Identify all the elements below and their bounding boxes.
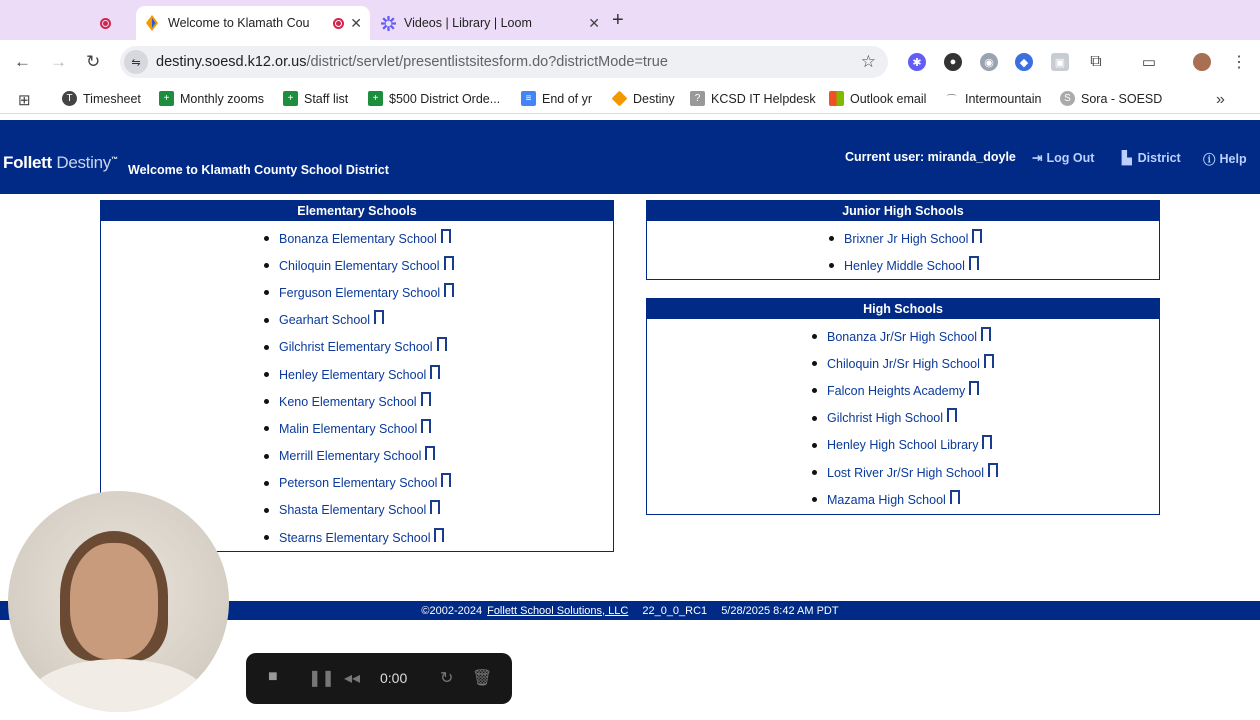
bookmark-icon[interactable] — [441, 473, 451, 487]
bookmark-icon[interactable] — [421, 392, 431, 406]
bullet — [264, 290, 269, 295]
school-link[interactable]: Shasta Elementary School — [279, 503, 427, 518]
bookmark-kcsd-helpdesk[interactable] — [690, 91, 816, 106]
school-list-item — [264, 279, 613, 306]
bullet — [264, 426, 269, 431]
school-list-item — [812, 432, 1159, 459]
copyright: ©2002-2024 — [421, 604, 483, 617]
tab-title: Welcome to Klamath Cou — [168, 16, 310, 30]
bullet — [829, 263, 834, 268]
tab-title: Videos | Library | Loom — [404, 16, 532, 30]
menu-kebab-icon[interactable]: ⋮ — [1231, 54, 1247, 71]
url-host: destiny.soesd.k12.or.us — [156, 54, 307, 70]
timesheet-icon: T — [62, 91, 77, 106]
bookmark-icon[interactable] — [430, 500, 440, 514]
welcome-title: Welcome to Klamath County School District — [128, 163, 389, 177]
profile-avatar[interactable] — [1193, 53, 1211, 71]
bookmark-label: KCSD IT Helpdesk — [711, 91, 816, 106]
url-path: /district/servlet/presentlistsitesform.do?districtMode=true — [306, 54, 668, 70]
help-icon: ⓘ — [1203, 153, 1216, 167]
school-list-item — [264, 443, 613, 470]
bullet — [812, 416, 817, 421]
school-list-item — [264, 470, 613, 497]
microsoft-icon — [829, 91, 844, 106]
bookmark-label: Staff list — [304, 91, 349, 106]
destiny-icon — [612, 91, 628, 107]
school-link[interactable]: Brixner Jr High School — [844, 231, 969, 246]
current-user-label: Current user: miranda_doyle — [845, 150, 1016, 164]
bookmark-label: $500 District Orde... — [389, 91, 501, 106]
presenter-face — [70, 543, 158, 659]
logout-link[interactable] — [1032, 150, 1094, 165]
junior-high-list — [647, 221, 1159, 279]
school-list-item — [264, 415, 613, 442]
bullet — [812, 334, 817, 339]
cast-icon[interactable]: ▭ — [1141, 54, 1157, 71]
extension-icon[interactable]: ● — [944, 53, 962, 71]
school-list-item — [812, 350, 1159, 377]
back-button[interactable]: ← — [14, 52, 31, 71]
high-schools-panel — [646, 298, 1160, 515]
school-list-item — [264, 361, 613, 388]
bookmark-label: Monthly zooms — [180, 91, 265, 106]
bookmark-icon[interactable] — [374, 310, 384, 324]
follett-company-link[interactable]: Follett School Solutions, LLC — [487, 604, 629, 617]
school-link[interactable]: Peterson Elementary School — [279, 476, 438, 491]
trash-icon[interactable]: 🗑 — [472, 670, 493, 687]
elementary-list — [101, 221, 613, 551]
district-link[interactable] — [1122, 150, 1181, 165]
bookmark-label: Timesheet — [83, 91, 141, 106]
version: 22_0_0_RC1 — [642, 604, 708, 617]
junior-high-heading: Junior High Schools — [647, 201, 1159, 221]
bookmark-icon[interactable] — [425, 446, 435, 460]
elementary-heading: Elementary Schools — [101, 201, 613, 221]
bookmark-sora[interactable] — [1060, 91, 1162, 106]
extension-icon[interactable]: ▣ — [1051, 53, 1069, 71]
timestamp: 5/28/2025 8:42 AM PDT — [721, 604, 839, 617]
school-link[interactable]: Mazama High School — [827, 492, 946, 507]
school-list-item — [812, 405, 1159, 432]
presenter-shirt — [28, 659, 208, 712]
school-link[interactable]: Keno Elementary School — [279, 394, 417, 409]
bookmark-icon[interactable] — [444, 256, 454, 270]
school-link[interactable]: Lost River Jr/Sr High School — [827, 465, 985, 480]
bullet — [264, 372, 269, 377]
bookmark-star-icon[interactable]: ☆ — [860, 52, 876, 71]
school-list-item — [812, 459, 1159, 486]
building-icon: ▙ — [1122, 151, 1132, 165]
sheets-icon: + — [159, 91, 174, 106]
bookmark-icon[interactable] — [950, 490, 960, 504]
tab-destiny[interactable] — [136, 6, 370, 40]
bookmark-intermountain[interactable] — [944, 91, 1041, 106]
bullet — [264, 236, 269, 241]
bookmark-icon[interactable] — [441, 229, 451, 243]
bookmark-icon[interactable] — [988, 463, 998, 477]
school-link[interactable]: Gilchrist Elementary School — [279, 340, 433, 355]
school-list-item — [264, 334, 613, 361]
school-link[interactable]: Chiloquin Jr/Sr High School — [827, 356, 980, 371]
intermountain-icon: ⌒ — [946, 95, 957, 106]
extensions-puzzle-icon[interactable]: ⧉ — [1090, 53, 1102, 70]
bookmark-end-of-yr[interactable] — [521, 91, 592, 106]
logout-icon: ⇥ — [1032, 151, 1043, 165]
school-list-item — [264, 524, 613, 551]
bookmark-staff-list[interactable] — [283, 91, 348, 106]
school-list-item — [264, 225, 613, 252]
bullet — [264, 481, 269, 486]
docs-icon: ≡ — [521, 91, 536, 106]
bookmark-icon[interactable] — [434, 528, 444, 542]
extension-icon[interactable]: ◉ — [980, 53, 998, 71]
sheets-icon: + — [283, 91, 298, 106]
follett-destiny-logo[interactable]: Follett Destiny™ — [3, 153, 118, 172]
bookmark-label: Destiny — [633, 91, 675, 106]
tab-recording[interactable] — [100, 6, 111, 40]
loom-icon — [380, 15, 396, 31]
school-list-item — [264, 497, 613, 524]
bullet — [264, 263, 269, 268]
school-link[interactable]: Bonanza Elementary School — [279, 231, 437, 246]
bookmark-icon[interactable] — [430, 365, 440, 379]
bullet — [264, 345, 269, 350]
bookmark-outlook[interactable] — [829, 91, 926, 106]
bullet — [812, 470, 817, 475]
bookmark-label: Outlook email — [850, 91, 927, 106]
school-list-item — [812, 323, 1159, 350]
restart-icon[interactable]: ↻ — [440, 670, 454, 687]
extension-icon[interactable]: ◆ — [1015, 53, 1033, 71]
help-link[interactable] — [1203, 150, 1247, 168]
school-list-item — [829, 252, 1159, 279]
bookmarks-bar — [0, 84, 1260, 114]
school-list-item — [812, 486, 1159, 513]
sora-icon: S — [1060, 91, 1075, 106]
rewind-icon[interactable]: ◂◂ — [344, 670, 361, 687]
recording-icon — [333, 18, 344, 29]
school-list-item — [264, 252, 613, 279]
close-tab-icon[interactable]: ✕ — [588, 14, 600, 31]
site-info-icon[interactable]: ⇋ — [124, 50, 148, 74]
bullet — [829, 236, 834, 241]
district-label: District — [1137, 150, 1181, 165]
bullet — [812, 443, 817, 448]
recording-icon — [100, 18, 111, 29]
bullet — [264, 399, 269, 404]
apps-grid-icon[interactable]: ⊞ — [18, 92, 31, 109]
elementary-schools-panel — [100, 200, 614, 552]
school-link[interactable]: Bonanza Jr/Sr High School — [827, 329, 978, 344]
school-link[interactable]: Malin Elementary School — [279, 421, 418, 436]
bullet — [264, 454, 269, 459]
bookmark-icon[interactable] — [972, 229, 982, 243]
bookmark-monthly-zooms[interactable] — [159, 91, 264, 106]
bullet — [264, 508, 269, 513]
help-label: Help — [1219, 152, 1247, 166]
high-heading: High Schools — [647, 299, 1159, 319]
helpdesk-icon: ? — [690, 91, 705, 106]
reload-button[interactable]: ↻ — [86, 52, 101, 71]
bullet — [264, 318, 269, 323]
bookmark-icon[interactable] — [984, 354, 994, 368]
webcam-bubble[interactable] — [8, 491, 229, 712]
bookmark-label: End of yr — [542, 91, 593, 106]
bookmark-icon[interactable] — [982, 435, 992, 449]
tab-strip — [0, 0, 1260, 40]
loom-control-bar — [246, 653, 512, 704]
school-link[interactable]: Gearhart School — [279, 313, 371, 328]
new-tab-button[interactable]: + — [612, 9, 624, 31]
school-list-item — [829, 225, 1159, 252]
bullet — [812, 497, 817, 502]
more-bookmarks-icon[interactable]: » — [1216, 91, 1225, 108]
stop-icon[interactable]: ■ — [268, 668, 278, 685]
bullet — [264, 535, 269, 540]
bookmark-icon[interactable] — [969, 256, 979, 270]
destiny-header — [0, 120, 1260, 194]
high-list — [647, 319, 1159, 513]
bookmark-destiny[interactable] — [612, 91, 675, 106]
school-list-item — [264, 388, 613, 415]
destiny-icon — [144, 15, 160, 31]
bullet — [812, 388, 817, 393]
bullet — [812, 361, 817, 366]
bookmark-icon[interactable] — [969, 381, 979, 395]
bookmark-icon[interactable] — [947, 408, 957, 422]
school-list-item — [264, 307, 613, 334]
school-link[interactable]: Merrill Elementary School — [279, 449, 422, 464]
logo-product: Destiny — [56, 153, 111, 172]
school-link[interactable]: Ferguson Elementary School — [279, 285, 441, 300]
bookmark-label: Sora - SOESD — [1081, 91, 1163, 106]
pause-icon[interactable]: ❚❚ — [308, 670, 335, 687]
loom-extension-icon[interactable]: ✱ — [908, 53, 926, 71]
school-link[interactable]: Falcon Heights Academy — [827, 383, 966, 398]
logout-label: Log Out — [1046, 150, 1095, 165]
close-tab-icon[interactable]: ✕ — [350, 14, 362, 31]
school-link[interactable]: Chiloquin Elementary School — [279, 258, 440, 273]
junior-high-schools-panel — [646, 200, 1160, 280]
bookmark-icon[interactable] — [981, 327, 991, 341]
forward-button[interactable]: → — [50, 52, 67, 71]
bookmark-timesheet[interactable] — [62, 91, 141, 106]
school-link[interactable]: Gilchrist High School — [827, 411, 944, 426]
bookmark-icon[interactable] — [437, 337, 447, 351]
school-link[interactable]: Henley Elementary School — [279, 367, 427, 382]
sheets-icon: + — [368, 91, 383, 106]
bookmark-district-order[interactable] — [368, 91, 500, 106]
tab-loom[interactable] — [380, 6, 600, 40]
bookmark-label: Intermountain — [965, 91, 1042, 106]
logo-brand: Follett — [3, 153, 52, 172]
school-link[interactable]: Henley High School Library — [827, 438, 979, 453]
school-list-item — [812, 377, 1159, 404]
bookmark-icon[interactable] — [421, 419, 431, 433]
bookmark-icon[interactable] — [444, 283, 454, 297]
recording-timer: 0:00 — [380, 670, 408, 686]
school-link[interactable]: Stearns Elementary School — [279, 530, 431, 545]
address-bar[interactable] — [120, 46, 888, 78]
school-link[interactable]: Henley Middle School — [844, 258, 965, 273]
